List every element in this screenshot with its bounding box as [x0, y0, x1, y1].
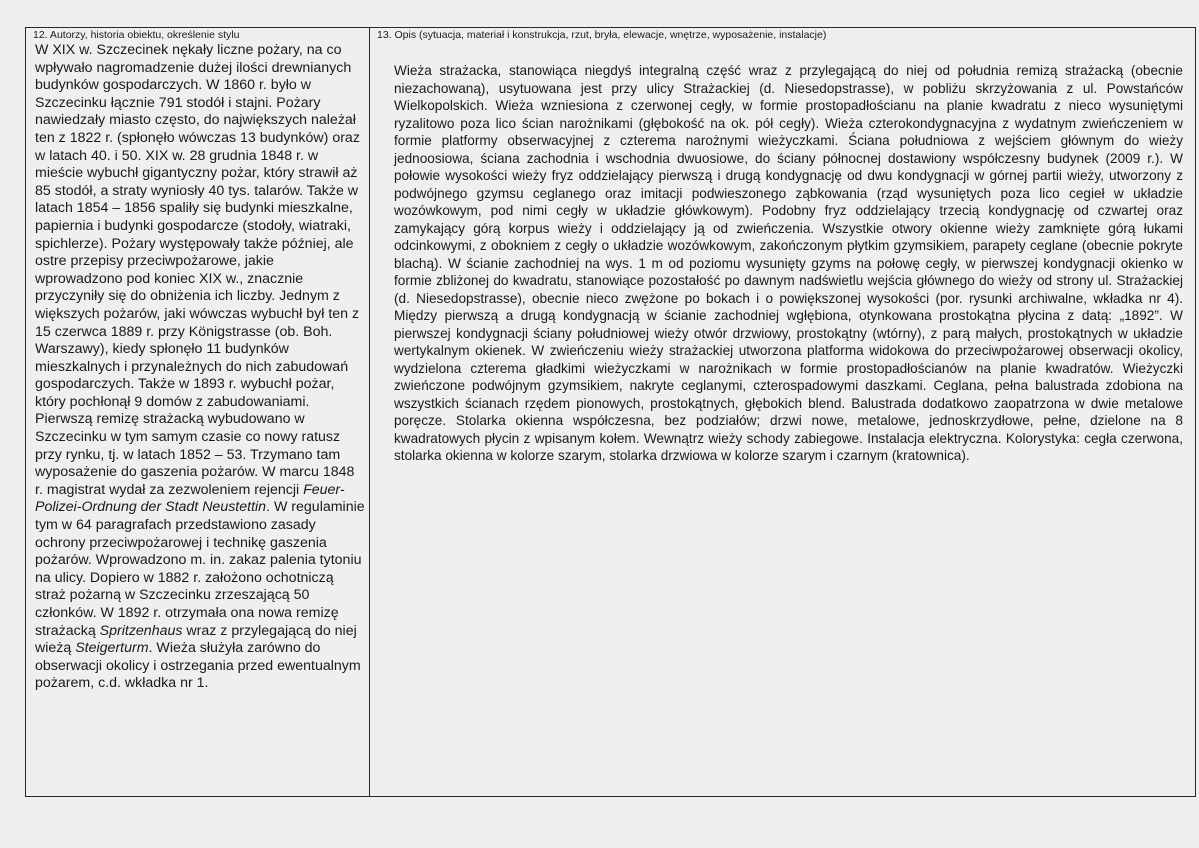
description-paragraph: Wieża strażacka, stanowiąca niegdyś integralną część wraz z przylegającą do niej od południa remizą strażacką (obecnie niezachowaną), usytuowana jest przy ulicy Strażackiej (d. Niesedopstrasse), w pobliżu skrzyżowania z ul. Powstańców Wielkopolskich. Wieża wzniesiona z czerwonej cegły, w formie prostopadłościanu na planie kwadratu z nieco wysuniętymi ryzalitowo poza lico ścian narożnikami (głębokość na ok. pół cegły). Wieża czterokondygnacyjna z wydatnym zwieńczeniem w formie platformy obserwacyjnej z czterema narożnymi wieżyczkami. Ściana południowa z wejściem głównym do wieży jednoosiowa, ściana zachodnia i wschodnia dwuosiowe, do ściany północnej dostawiony współczesny budynek (2009 r.). W połowie wysokości wieży fryz oddzielający pierwszą i drugą kondygnację od dwu kondygnacji w górnej partii wieży, utworzony z podwójnego gzymsu ceglanego oraz imitacji podwieszonego ząbkowania (rząd wysuniętych poza lico cegieł w układzie wozówkowym, pod nimi cegły w układzie główkowym). Podobny fryz oddzielający trzecią kondygnację od czwartej oraz zamykający górą korpus wieży i oddzielający ją od zwieńczenia. Wszystkie otwory okienne wieży zamknięte górą łukami odcinkowymi, z obokniem z cegły o układzie wozówkowym, zakończonym płytkim gzymsikiem, parapety ceglane (obecnie pokryte blachą). W ścianie zachodniej na wys. 1 m od poziomu wysunięty gzyms na połowę cegły, w pierwszej kondygnacji okienko w formie zbliżonej do kwadratu, stanowiące pozostałość po dawnym nadświetlu wejścia głównego do wieży od strony ul. Strażackiej (d. Niesedopstrasse), obecnie nieco zwężone po bokach i o powiększonej wysokości (por. rysunki archiwalne, wkładka nr 4). Między pierwszą a drugą kondygnacją w ścianie zachodniej wgłębiona, otynkowana prostokątna płycina z datą: „1892”. W pierwszej kondygnacji ściany południowej wieży otwór drzwiowy, prostokątny (wtórny), z parą małych, prostokątnych w układzie wertykalnym okienek. W zwieńczeniu wieży strażackiej utworzona platforma widokowa do przeciwpożarowej obserwacji okolicy, wydzielona czterema gładkimi wieżyczkami w narożnikach w formie prostopadłościanów na planie kwadratów. Wieżyczki zwieńczone podwójnym gzymsikiem, nakryte ceglanymi, czterospadowymi daszkami. Ceglana, pełna balustrada zdobiona na wszystkich ścianach rzędem pionowych, prostokątnych, głębokich blend. Balustrada dodatkowo zaopatrzona w dwie metalowe poręcze. Stolarka okienna współczesna, bez podziałów; drzwi nowe, metalowe, jednoskrzydłowe, pełne, dzielone na 8 kwadratowych płycin z wpisanym kołem. Wewnątrz wieży schody zabiegowe. Instalacja elektryczna. Kolorystyka: cegła czerwona, stolarka okienna w kolorze szarym, stolarka drzwiowa w kolorze szarym i czarnym (kratownica).	[394, 63, 1183, 463]
description-column	[370, 28, 1195, 796]
description-header: 13. Opis (sytuacja, materiał i konstrukcja, rzut, bryła, elewacje, wnętrze, wyposażenie, instalacje)	[377, 29, 827, 41]
spritzenhaus-term: Spritzenhaus	[99, 622, 183, 639]
history-text-part-3: wraz z przylegającą do niej wieżą	[35, 622, 357, 657]
form-sheet	[25, 27, 1196, 797]
history-column	[26, 28, 370, 796]
regulation-title: Feuer-Polizei-Ordnung der Stadt Neustettin	[35, 481, 345, 516]
description-text	[370, 42, 1195, 465]
history-header: 12. Autorzy, historia obiektu, określenie stylu	[33, 29, 240, 41]
history-text-part-2: . W regulaminie tym w 64 paragrafach przedstawiono zasady ochrony przeciwpożarowej i technikę gaszenia pożarów. Wprowadzono m. in. zakaz palenia tytoniu na ulicy. Dopiero w 1882 r. założono ochotniczą straż pożarną w Szczecinku zrzeszającą 50 członków. W 1892 r. otrzymała ona nowa remizę strażacką	[35, 499, 365, 639]
history-text-part-1: W XIX w. Szczecinek nękały liczne pożary, na co wpływało nagromadzenie dużej ilości drewnianych budynków gospodarczych. W 1860 r. było w Szczecinku łącznie 791 stodół i stajni. Pożary nawiedzały miasto często, do największych należał ten z 1822 r. (spłonęło wówczas 13 budynków) oraz w latach 40. i 50. XIX w. 28 grudnia 1848 r. w mieście wybuchł gigantyczny pożar, który strawił aż 85 stodół, a straty wyniosły 40 tys. talarów. Także w latach 1854 – 1856 spaliły się budynki mieszkalne, papiernia i budynki gospodarcze (stodoły, wiatraki, spichlerze). Pożary występowały także później, ale ostre przepisy przeciwpożarowe, jakie wprowadzono pod koniec XIX w., znacznie przyczyniły się do obniżenia ich liczby. Jednym z większych pożarów, jaki wówczas wybuchł był ten z 15 czerwca 1889 r. przy Königstrasse (ob. Boh. Warszawy), kiedy spłonęło 11 budynków mieszkalnych i przynależnych do nich zabudowań gospodarczych. Także w 1893 r. wybuchł pożar, który pochłonął 9 domów z zabudowaniami. Pierwszą remizę strażacką wybudowano w Szczecinku w tym samym czasie co nowy ratusz przy rynku, tj. w latach 1852 – 53. Trzymano tam wyposażenie do gaszenia pożarów. W marcu 1848 r. magistrat wydał za zezwoleniem rejencji	[35, 42, 360, 498]
history-text-part-4: . Wieża służyła zarówno do obserwacji okolicy i ostrzegania przed ewentualnym pożarem, c.d. wkładka nr 1.	[35, 640, 361, 692]
steigerturm-term: Steigerturm	[75, 640, 149, 657]
history-text	[26, 42, 369, 693]
